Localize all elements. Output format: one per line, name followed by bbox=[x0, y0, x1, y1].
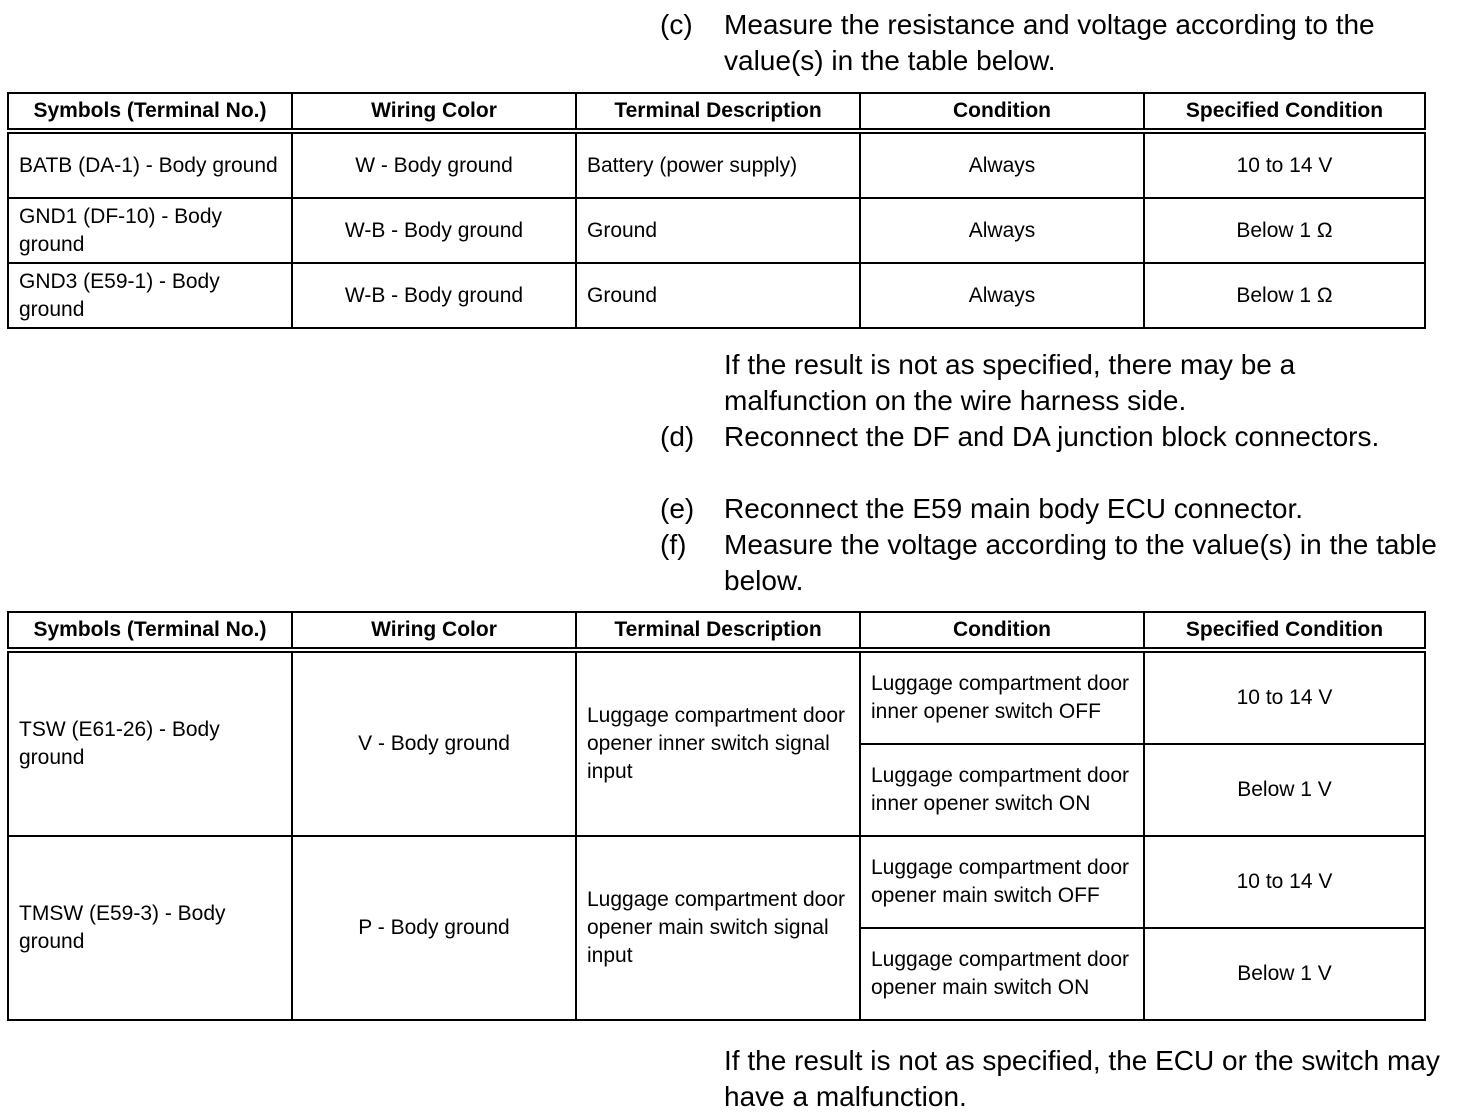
cell-specified: Below 1 Ω bbox=[1144, 198, 1425, 263]
step-d-letter: (d) bbox=[660, 421, 695, 452]
step-e-text: Reconnect the E59 main body ECU connector. bbox=[724, 493, 1304, 524]
cell-description: Luggage compartment door opener inner switch signal input bbox=[576, 650, 860, 836]
cell-condition: Always bbox=[860, 198, 1144, 263]
cell-wiring: W - Body ground bbox=[292, 131, 576, 198]
cell-condition: Luggage compartment door opener main switch ON bbox=[860, 928, 1144, 1020]
cell-description: Battery (power supply) bbox=[576, 131, 860, 198]
cell-wiring: P - Body ground bbox=[292, 836, 576, 1020]
cell-specified: Below 1 V bbox=[1144, 928, 1425, 1020]
resistance-voltage-table bbox=[7, 92, 1426, 329]
step-d-text: Reconnect the DF and DA junction block connectors. bbox=[724, 421, 1380, 452]
header-condition: Condition bbox=[860, 93, 1144, 131]
cell-symbol: TSW (E61-26) - Body ground bbox=[8, 650, 292, 836]
cell-specified: 10 to 14 V bbox=[1144, 650, 1425, 744]
cell-specified: 10 to 14 V bbox=[1144, 836, 1425, 928]
cell-symbol: TMSW (E59-3) - Body ground bbox=[8, 836, 292, 1020]
header-specified-condition: Specified Condition bbox=[1144, 612, 1425, 650]
cell-wiring: W-B - Body ground bbox=[292, 198, 576, 263]
cell-description: Luggage compartment door opener main switch signal input bbox=[576, 836, 860, 1020]
cell-description: Ground bbox=[576, 198, 860, 263]
cell-specified: Below 1 Ω bbox=[1144, 263, 1425, 328]
table-row bbox=[8, 650, 1425, 744]
cell-condition: Luggage compartment door opener main switch OFF bbox=[860, 836, 1144, 928]
table-header-row bbox=[8, 93, 1425, 131]
header-terminal-description: Terminal Description bbox=[576, 612, 860, 650]
cell-wiring: V - Body ground bbox=[292, 650, 576, 836]
header-symbols: Symbols (Terminal No.) bbox=[8, 93, 292, 131]
cell-symbol: BATB (DA-1) - Body ground bbox=[8, 131, 292, 198]
header-specified-condition: Specified Condition bbox=[1144, 93, 1425, 131]
table-row bbox=[8, 836, 1425, 928]
step-f-letter: (f) bbox=[660, 529, 687, 560]
cell-symbol: GND3 (E59-1) - Body ground bbox=[8, 263, 292, 328]
step-c bbox=[660, 7, 1450, 79]
step-f bbox=[660, 527, 1450, 599]
cell-condition: Luggage compartment door inner opener switch ON bbox=[860, 744, 1144, 836]
table-row bbox=[8, 198, 1425, 263]
cell-condition: Always bbox=[860, 131, 1144, 198]
cell-specified: Below 1 V bbox=[1144, 744, 1425, 836]
header-wiring-color: Wiring Color bbox=[292, 612, 576, 650]
cell-condition: Always bbox=[860, 263, 1144, 328]
table-row bbox=[8, 131, 1425, 198]
cell-symbol: GND1 (DF-10) - Body ground bbox=[8, 198, 292, 263]
header-terminal-description: Terminal Description bbox=[576, 93, 860, 131]
table-row bbox=[8, 263, 1425, 328]
step-d bbox=[660, 419, 1450, 455]
step-e-letter: (e) bbox=[660, 493, 695, 524]
note-wire-harness: If the result is not as specified, there may be a malfunction on the wire harness side. bbox=[724, 349, 1296, 416]
note-ecu-switch: If the result is not as specified, the ECU or the switch may have a malfunction. bbox=[724, 1045, 1440, 1112]
header-wiring-color: Wiring Color bbox=[292, 93, 576, 131]
cell-specified: 10 to 14 V bbox=[1144, 131, 1425, 198]
header-symbols: Symbols (Terminal No.) bbox=[8, 612, 292, 650]
step-f-text: Measure the voltage according to the value(s) in the table below. bbox=[724, 529, 1437, 596]
voltage-table bbox=[7, 611, 1426, 1021]
table-header-row bbox=[8, 612, 1425, 650]
cell-condition: Luggage compartment door inner opener switch OFF bbox=[860, 650, 1144, 744]
header-condition: Condition bbox=[860, 612, 1144, 650]
step-e bbox=[660, 491, 1450, 527]
step-c-letter: (c) bbox=[660, 9, 693, 40]
cell-description: Ground bbox=[576, 263, 860, 328]
cell-wiring: W-B - Body ground bbox=[292, 263, 576, 328]
step-c-text: Measure the resistance and voltage according to the value(s) in the table below. bbox=[724, 9, 1375, 76]
